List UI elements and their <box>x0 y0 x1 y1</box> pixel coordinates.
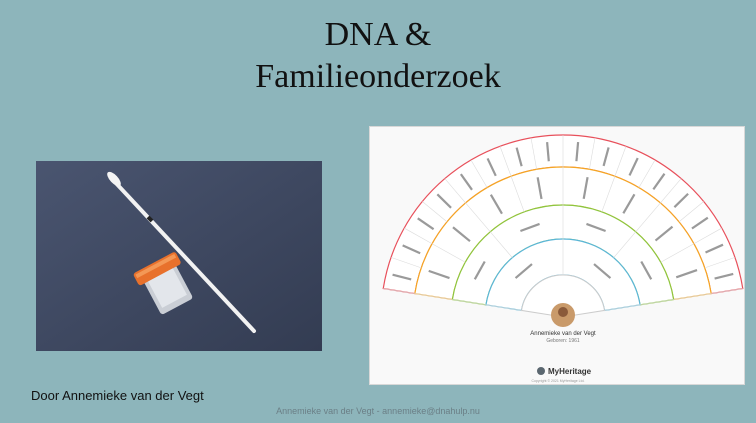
title-line-2: Familieonderzoek <box>255 58 501 95</box>
author-byline: Door Annemieke van der Vegt <box>31 388 204 403</box>
fan-copyright: Copyright © 2021 MyHeritage Ltd. <box>531 379 585 383</box>
myheritage-logo-icon <box>537 367 545 375</box>
fan-center-sub: Geboren: 1961 <box>546 338 580 344</box>
title-line-1: DNA & <box>324 16 432 53</box>
fan-chart <box>370 127 745 385</box>
dna-swab-photo <box>36 161 322 351</box>
fan-brand: MyHeritage <box>548 367 592 376</box>
swab-illustration <box>36 161 322 351</box>
fan-chart-image <box>369 126 745 385</box>
slide-footer: Annemieke van der Vegt - annemieke@dnahulp.nu <box>276 406 480 416</box>
fan-center-name: Annemieke van der Vegt <box>530 331 596 337</box>
slide-title <box>0 14 756 98</box>
